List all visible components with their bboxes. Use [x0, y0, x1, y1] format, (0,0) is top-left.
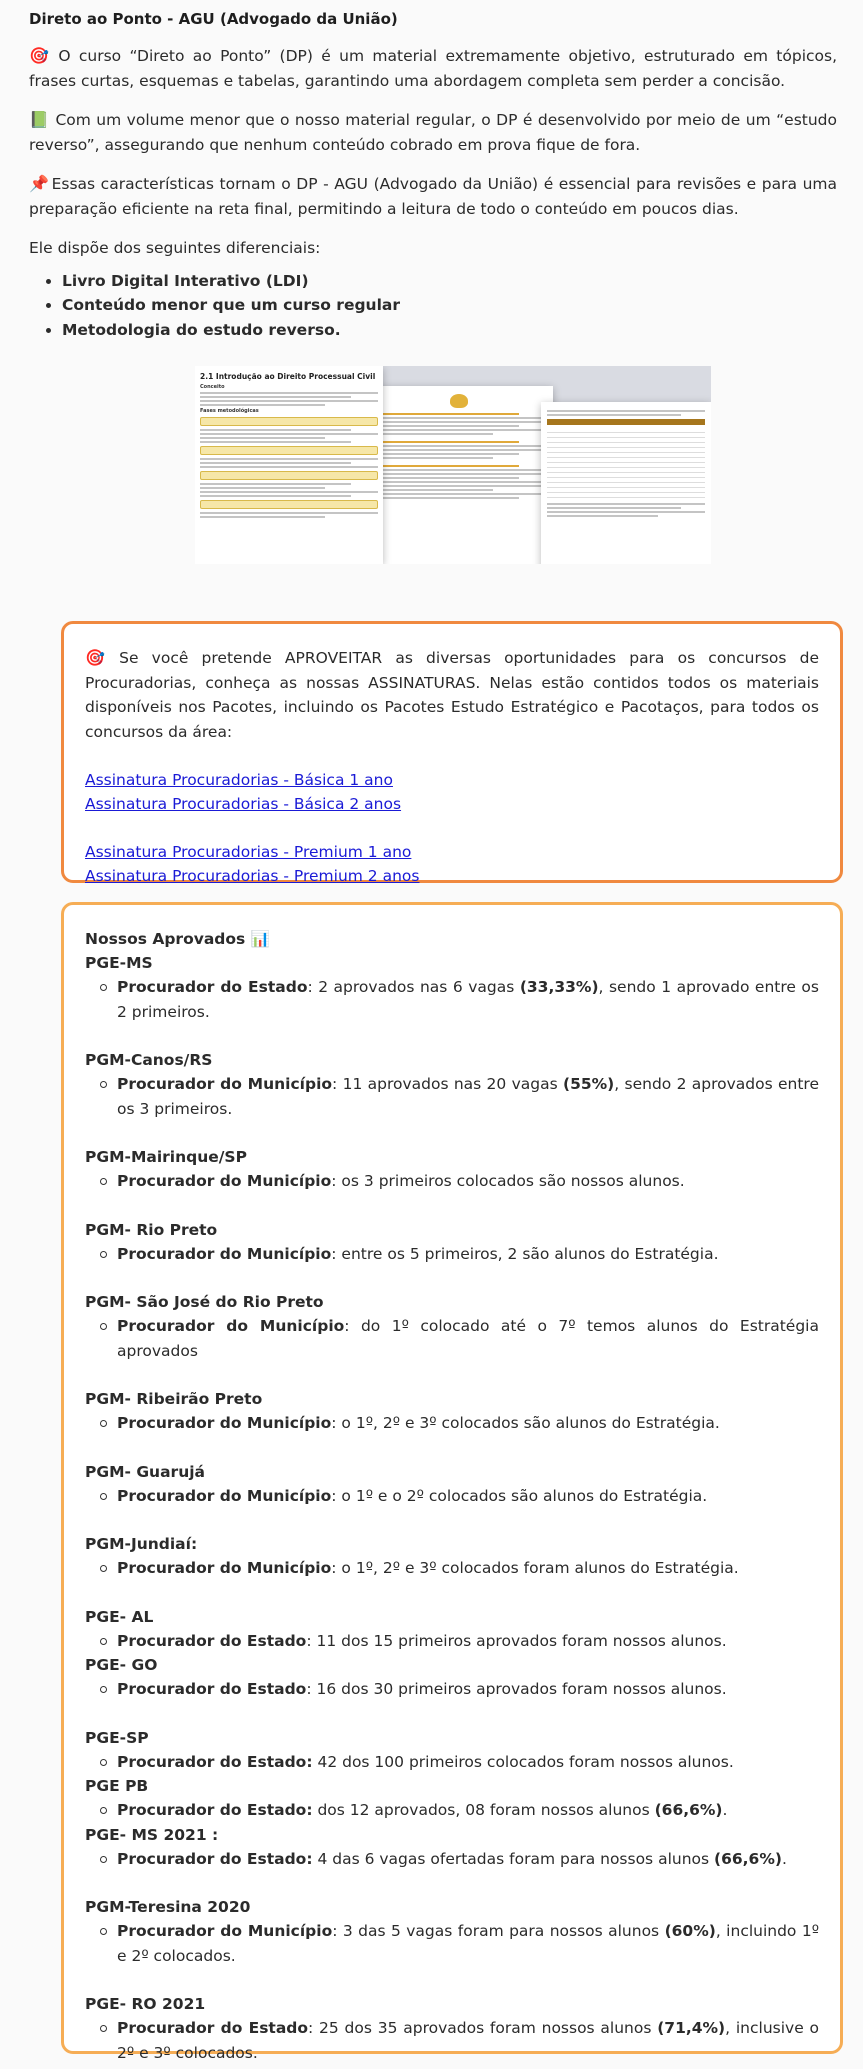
approved-title: Nossos Aprovados 📊	[85, 930, 270, 948]
approved-item	[117, 1411, 819, 1436]
link-premium-1-ano[interactable]: Assinatura Procuradorias - Premium 1 ano	[85, 843, 412, 861]
target-icon: 🎯	[85, 648, 114, 667]
approved-group	[85, 1726, 819, 1775]
approved-list	[85, 951, 819, 2065]
approved-group	[85, 1774, 819, 1823]
intro-paragraph-2	[29, 108, 837, 157]
material-preview-image	[195, 366, 711, 564]
approved-item	[117, 1484, 819, 1509]
feature-item: • Conteúdo menor que um curso regular	[62, 293, 837, 318]
approved-role: Procurador do Município	[117, 1414, 332, 1432]
approved-org: PGE PB	[85, 1777, 149, 1795]
approved-percentage: (60%)	[664, 1922, 716, 1940]
approved-detail: : 3 das 5 vagas foram para nossos alunos	[332, 1922, 665, 1940]
approved-detail: : 11 aprovados nas 20 vagas	[332, 1075, 563, 1093]
link-basica-2-anos[interactable]: Assinatura Procuradorias - Básica 2 anos	[85, 795, 402, 813]
approved-box	[61, 902, 843, 2062]
approved-role: Procurador do Município	[117, 1922, 333, 1940]
approved-percentage: (71,4%)	[657, 2019, 726, 2037]
intro-paragraph-3-text: Essas características tornam o DP - AGU (Advogado da União) é essencial para revisões e para uma preparação eficiente na reta final, permitindo a leitura de todo o conteúdo em poucos dias.	[29, 175, 837, 218]
feature-item: • Livro Digital Interativo (LDI)	[62, 269, 837, 294]
approved-items	[117, 1072, 819, 1121]
approved-org: PGM- Ribeirão Preto	[85, 1390, 263, 1408]
approved-role: Procurador do Estado	[117, 1680, 307, 1698]
approved-percentage: (55%)	[562, 1075, 615, 1093]
approved-detail-end: , sendo 2 aprovados entre os 3 primeiros.	[117, 1075, 819, 1118]
approved-role: Procurador do Município	[117, 1075, 333, 1093]
preview-page-title: 2.1 Introdução ao Direito Processual Civil	[200, 372, 376, 381]
features-lead: Ele dispõe dos seguintes diferenciais:	[29, 239, 321, 257]
approved-items	[117, 2016, 819, 2065]
approved-detail: : os 3 primeiros colocados são nossos alunos.	[331, 1172, 685, 1190]
intro-paragraph-2-text: Com um volume menor que o nosso material regular, o DP é desenvolvido por meio de um “estudo reverso”, assegurando que nenhum conteúdo cobrado em prova fique de fora.	[29, 111, 837, 154]
subscriptions-box	[61, 621, 843, 883]
approved-org: PGE- MS 2021 :	[85, 1825, 219, 1844]
approved-item	[117, 1750, 819, 1775]
approved-item	[117, 1677, 819, 1702]
link-basica-1-ano[interactable]: Assinatura Procuradorias - Básica 1 ano	[85, 771, 393, 789]
approved-detail-end: .	[781, 1849, 787, 1868]
pin-icon: 📌	[29, 174, 50, 193]
approved-role: Procurador do Município	[117, 1317, 345, 1335]
approved-detail-end: .	[722, 1801, 728, 1819]
approved-org: PGE- AL	[85, 1607, 154, 1626]
approved-group	[85, 1218, 819, 1267]
approved-detail: : 16 dos 30 primeiros aprovados foram nossos alunos.	[306, 1680, 727, 1698]
approved-items	[117, 1750, 819, 1775]
approved-group	[85, 1823, 819, 1872]
approved-group	[85, 1145, 819, 1194]
approved-group	[85, 1387, 819, 1436]
approved-detail: : o 1º e o 2º colocados são alunos do Estratégia.	[331, 1486, 708, 1505]
approved-role: Procurador do Estado:	[117, 1849, 313, 1868]
approved-org: PGM-Canos/RS	[85, 1051, 213, 1069]
preview-section-heading: Conceito	[200, 384, 225, 390]
approved-role: Procurador do Estado	[117, 1631, 307, 1650]
target-icon: 🎯	[29, 46, 53, 65]
approved-org: PGM-Teresina 2020	[85, 1898, 251, 1916]
approved-item	[117, 1847, 819, 1872]
approved-item	[117, 975, 819, 1024]
subscriptions-description: Se você pretende APROVEITAR as diversas oportunidades para os concursos de Procuradorias, conheça as nossas ASSINATURAS. Nelas estão contidos todos os materiais disponíveis nos Pacotes, incluindo os Pacotes Estudo Estratégico e Pacotaços, para todos os concursos da área:	[85, 649, 820, 741]
approved-detail-end: , incluindo 1º e 2º colocados.	[117, 1922, 819, 1965]
approved-org: PGM-Jundiaí:	[85, 1535, 198, 1553]
approved-item	[117, 1169, 819, 1194]
link-premium-2-anos[interactable]: Assinatura Procuradorias - Premium 2 anos	[85, 867, 420, 885]
approved-percentage: (33,33%)	[519, 978, 599, 996]
approved-group	[85, 1048, 819, 1121]
approved-items	[117, 1242, 819, 1267]
approved-org: PGM- Guarujá	[85, 1462, 206, 1481]
approved-detail: : 11 dos 15 primeiros aprovados foram nossos alunos.	[306, 1631, 727, 1650]
approved-group	[85, 1895, 819, 1968]
approved-detail-end: , sendo 1 aprovado entre os 2 primeiros.	[117, 978, 819, 1021]
approved-group	[85, 1290, 819, 1363]
intro-paragraph-1	[29, 44, 837, 93]
approved-org: PGM-Mairinque/SP	[85, 1148, 247, 1166]
approved-detail: : 25 dos 35 aprovados foram nossos alunos	[308, 2019, 658, 2037]
page-title: Direto ao Ponto - AGU (Advogado da União)	[29, 10, 398, 28]
approved-role: Procurador do Estado	[117, 978, 308, 996]
approved-group	[85, 1605, 819, 1654]
approved-org: PGE- RO 2021	[85, 1995, 206, 2013]
approved-items	[117, 975, 819, 1024]
approved-percentage: (66,6%)	[714, 1849, 782, 1868]
approved-detail: : 2 aprovados nas 6 vagas	[307, 978, 520, 996]
approved-item	[117, 1919, 819, 1968]
approved-percentage: (66,6%)	[654, 1801, 723, 1819]
approved-role: Procurador do Município	[117, 1559, 332, 1577]
approved-role: Procurador do Município	[117, 1486, 332, 1505]
approved-item	[117, 1798, 819, 1823]
feature-item: • Metodologia do estudo reverso.	[62, 318, 837, 343]
approved-role: Procurador do Estado:	[117, 1801, 313, 1819]
approved-item	[117, 1314, 819, 1363]
intro-paragraph-3	[29, 172, 837, 221]
approved-items	[117, 1556, 819, 1581]
approved-items	[117, 1677, 819, 1702]
approved-org: PGM- Rio Preto	[85, 1220, 218, 1239]
approved-items	[117, 1484, 819, 1509]
approved-item	[117, 2016, 819, 2065]
preview-page-3	[541, 402, 711, 564]
preview-section-heading: Fases metodológicas	[200, 408, 259, 414]
seal-icon	[450, 394, 468, 408]
book-icon: 📗	[29, 110, 50, 129]
preview-page-1	[195, 366, 383, 564]
approved-detail: : o 1º, 2º e 3º colocados foram alunos do Estratégia.	[331, 1559, 739, 1577]
approved-group	[85, 1653, 819, 1702]
intro-paragraph-1-text: O curso “Direto ao Ponto” (DP) é um material extremamente objetivo, estruturado em tópicos, frases curtas, esquemas e tabelas, garantindo uma abordagem completa sem perder a concisão.	[29, 47, 838, 90]
approved-items	[117, 1169, 819, 1194]
approved-org: PGE-SP	[85, 1728, 149, 1747]
approved-detail: : entre os 5 primeiros, 2 são alunos do Estratégia.	[331, 1244, 719, 1263]
intro-section	[29, 10, 837, 342]
approved-detail: 4 das 6 vagas ofertadas foram para nossos alunos	[312, 1849, 715, 1868]
approved-item	[117, 1072, 819, 1121]
approved-item	[117, 1242, 819, 1267]
subscriptions-text	[85, 646, 819, 744]
approved-group	[85, 951, 819, 1024]
approved-item	[117, 1629, 819, 1654]
approved-group	[85, 1532, 819, 1581]
approved-org: PGE- GO	[85, 1656, 158, 1674]
approved-items	[117, 1629, 819, 1654]
approved-items	[117, 1411, 819, 1436]
approved-detail: : do 1º colocado até o 7º temos alunos do Estratégia aprovados	[117, 1317, 819, 1360]
approved-role: Procurador do Estado:	[117, 1752, 313, 1771]
approved-detail: dos 12 aprovados, 08 foram nossos alunos	[312, 1801, 655, 1819]
approved-detail-end: , inclusive o 2º e 3º colocados.	[117, 2019, 819, 2062]
approved-role: Procurador do Município	[117, 1244, 332, 1263]
approved-role: Procurador do Município	[117, 1172, 332, 1190]
approved-items	[117, 1314, 819, 1363]
approved-group	[85, 1460, 819, 1509]
approved-role: Procurador do Estado	[117, 2019, 309, 2037]
approved-org: PGE-MS	[85, 954, 153, 972]
features-list	[62, 269, 837, 343]
bar-chart-icon: 📊	[250, 930, 270, 948]
approved-detail: 42 dos 100 primeiros colocados foram nossos alunos.	[312, 1752, 734, 1771]
approved-group	[85, 1992, 819, 2065]
approved-detail: : o 1º, 2º e 3º colocados são alunos do Estratégia.	[331, 1414, 720, 1432]
approved-items	[117, 1919, 819, 1968]
approved-items	[117, 1798, 819, 1823]
approved-item	[117, 1556, 819, 1581]
approved-items	[117, 1847, 819, 1872]
preview-page-2	[365, 386, 553, 564]
approved-org: PGM- São José do Rio Preto	[85, 1293, 324, 1311]
